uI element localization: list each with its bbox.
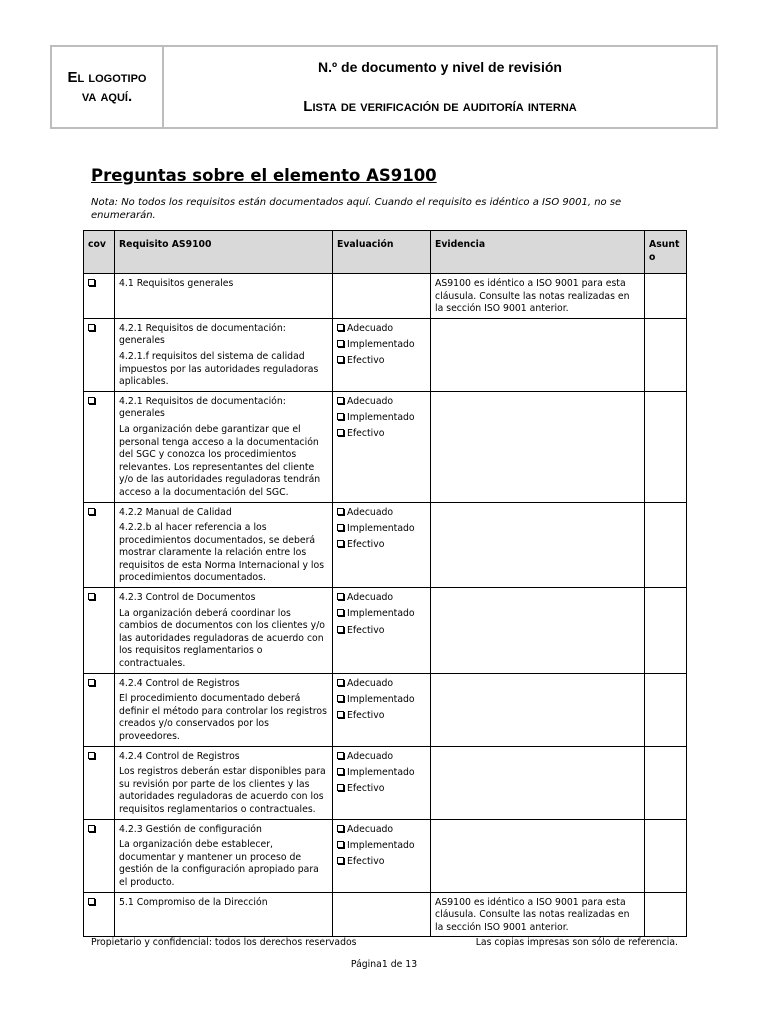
footer-confidential: Propietario y confidencial: todos los derechos reservados [91, 937, 357, 948]
evaluation-cell [333, 391, 431, 502]
evaluation-option[interactable] [337, 608, 426, 624]
cov-checkbox[interactable] [88, 324, 95, 331]
cov-cell [84, 819, 115, 892]
evaluation-option-label: Adecuado [347, 322, 394, 334]
evaluation-checkbox[interactable] [337, 784, 344, 791]
table-row [84, 892, 687, 937]
evaluation-option-label: Efectivo [347, 624, 385, 636]
evaluation-option[interactable] [337, 355, 426, 371]
evaluation-option-label: Efectivo [347, 856, 385, 868]
issue-cell[interactable] [645, 673, 687, 746]
requirement-clause: 5.1 Compromiso de la Dirección [119, 896, 268, 908]
requirement-text: Los registros deberán estar disponibles para su revisión por parte de los clientes y las autoridades reguladoras de acuerdo con los requisitos reglamentarios o contractuales. [119, 766, 326, 815]
requirement-cell [115, 819, 333, 892]
evaluation-option-label: Efectivo [347, 428, 385, 440]
requirement-cell [115, 502, 333, 588]
evaluation-option-label: Efectivo [347, 783, 385, 795]
evaluation-checkbox[interactable] [337, 324, 344, 331]
requirement-clause: 4.2.4 Control de Registros [119, 750, 240, 762]
requirement-cell [115, 318, 333, 391]
cov-checkbox[interactable] [88, 898, 95, 905]
evaluation-option[interactable] [337, 824, 426, 840]
cov-cell [84, 502, 115, 588]
evidence-cell[interactable] [431, 819, 645, 892]
evaluation-checkbox[interactable] [337, 413, 344, 420]
evaluation-checkbox[interactable] [337, 711, 344, 718]
evaluation-checkbox[interactable] [337, 752, 344, 759]
evaluation-checkbox[interactable] [337, 679, 344, 686]
evidence-cell[interactable]: AS9100 es idéntico a ISO 9001 para esta cláusula. Consulte las notas realizadas en la sección ISO 9001 anterior. [431, 892, 645, 937]
header-title-cell [164, 47, 716, 127]
evaluation-cell [333, 502, 431, 588]
evaluation-option[interactable] [337, 678, 426, 694]
evaluation-option-label: Efectivo [347, 539, 385, 551]
requirement-text: La organización deberá coordinar los cambios de documentos con los clientes y/o las autoridades reguladoras de acuerdo con los requisitos reglamentarios o contractuales. [119, 607, 325, 670]
evaluation-option[interactable] [337, 751, 426, 767]
cov-checkbox[interactable] [88, 679, 95, 686]
evaluation-cell [333, 819, 431, 892]
requirement-clause: 4.2.3 Gestión de configuración [119, 823, 262, 835]
evaluation-cell [333, 318, 431, 391]
evidence-cell[interactable] [431, 502, 645, 588]
cov-checkbox[interactable] [88, 279, 95, 286]
issue-cell[interactable] [645, 502, 687, 588]
cov-checkbox[interactable] [88, 752, 95, 759]
issue-cell[interactable] [645, 892, 687, 937]
requirement-clause: 4.2.1 Requisitos de documentación: generales [119, 322, 286, 347]
issue-cell[interactable] [645, 588, 687, 674]
table-row [84, 391, 687, 502]
requirement-text: La organización debe garantizar que el personal tenga acceso a la documentación del SGC y conozca los procedimientos relevantes. Los representantes del cliente y/o de las autoridades reguladoras tendrán acceso a la documentación del SGC. [119, 423, 321, 498]
evaluation-option[interactable] [337, 412, 426, 428]
evaluation-checkbox[interactable] [337, 356, 344, 363]
evaluation-cell [333, 746, 431, 819]
evidence-cell[interactable] [431, 391, 645, 502]
section-note: Nota: No todos los requisitos están documentados aquí. Cuando el requisito es idéntico a ISO 9001, no se enumerarán. [91, 197, 622, 221]
evaluation-option-label: Adecuado [347, 592, 394, 604]
requirement-clause: 4.2.4 Control de Registros [119, 677, 240, 689]
logo-line-1: El logotipo [67, 69, 147, 86]
evaluation-option[interactable] [337, 539, 426, 555]
col-header-cov: cov [84, 231, 115, 274]
requirement-clause: 4.2.2 Manual de Calidad [119, 506, 232, 518]
evaluation-checkbox[interactable] [337, 841, 344, 848]
evaluation-option[interactable] [337, 396, 426, 412]
audit-checklist-table [83, 230, 687, 937]
issue-cell[interactable] [645, 746, 687, 819]
document-header [50, 45, 718, 129]
col-header-issue: Asunto [645, 231, 687, 274]
evaluation-checkbox[interactable] [337, 524, 344, 531]
requirement-cell [115, 746, 333, 819]
evaluation-checkbox[interactable] [337, 593, 344, 600]
table-row [84, 318, 687, 391]
evaluation-option[interactable] [337, 507, 426, 523]
evaluation-option[interactable] [337, 592, 426, 608]
requirement-cell [115, 673, 333, 746]
table-row [84, 746, 687, 819]
evaluation-option-label: Implementado [347, 339, 415, 351]
evaluation-option[interactable] [337, 694, 426, 710]
evidence-cell[interactable] [431, 318, 645, 391]
cov-cell [84, 588, 115, 674]
cov-checkbox[interactable] [88, 593, 95, 600]
logo-placeholder [52, 47, 164, 127]
section-title: Preguntas sobre el elemento AS9100 [91, 166, 437, 185]
requirement-cell [115, 588, 333, 674]
evaluation-checkbox[interactable] [337, 340, 344, 347]
issue-cell[interactable] [645, 391, 687, 502]
evaluation-checkbox[interactable] [337, 508, 344, 515]
evaluation-checkbox[interactable] [337, 768, 344, 775]
table-row [84, 274, 687, 319]
requirement-text: El procedimiento documentado deberá definir el método para controlar los registros creados y/o conservados por los proveedores. [119, 693, 327, 742]
evaluation-checkbox[interactable] [337, 695, 344, 702]
page-number: Página1 de 13 [350, 959, 418, 970]
evaluation-option[interactable] [337, 840, 426, 856]
evaluation-option-label: Implementado [347, 522, 415, 534]
evaluation-option[interactable] [337, 323, 426, 339]
evaluation-option-label: Implementado [347, 693, 415, 705]
requirement-cell [115, 892, 333, 937]
cov-cell [84, 673, 115, 746]
table-row [84, 673, 687, 746]
evaluation-option[interactable] [337, 856, 426, 872]
evaluation-option[interactable] [337, 625, 426, 641]
evidence-cell[interactable]: AS9100 es idéntico a ISO 9001 para esta cláusula. Consulte las notas realizadas en la sección ISO 9001 anterior. [431, 274, 645, 319]
document-number-label: N.º de documento y nivel de revisión [318, 59, 562, 75]
evidence-cell[interactable] [431, 588, 645, 674]
evaluation-cell [333, 892, 431, 937]
col-header-evidence: Evidencia [431, 231, 645, 274]
issue-cell[interactable] [645, 819, 687, 892]
evaluation-checkbox[interactable] [337, 397, 344, 404]
evaluation-option[interactable] [337, 710, 426, 726]
evaluation-option-label: Efectivo [347, 355, 385, 367]
evaluation-option-label: Adecuado [347, 750, 394, 762]
table-row [84, 502, 687, 588]
evaluation-checkbox[interactable] [337, 825, 344, 832]
evaluation-checkbox[interactable] [337, 626, 344, 633]
cov-cell [84, 274, 115, 319]
evaluation-checkbox[interactable] [337, 609, 344, 616]
evaluation-option[interactable] [337, 428, 426, 444]
evaluation-option-label: Implementado [347, 412, 415, 424]
requirement-clause: 4.2.3 Control de Documentos [119, 592, 256, 604]
requirement-clause: 4.2.1 Requisitos de documentación: generales [119, 395, 286, 420]
evaluation-option-label: Efectivo [347, 710, 385, 722]
requirement-text: 4.2.1.f requisitos del sistema de calidad impuestos por las autoridades reguladoras aplicables. [119, 350, 319, 388]
evaluation-option[interactable] [337, 783, 426, 799]
evaluation-cell [333, 673, 431, 746]
evidence-cell[interactable] [431, 673, 645, 746]
table-row [84, 588, 687, 674]
table-row [84, 819, 687, 892]
cov-cell [84, 391, 115, 502]
document-title: Lista de verificación de auditoría interna [303, 98, 577, 115]
evaluation-option-label: Implementado [347, 608, 415, 620]
cov-cell [84, 318, 115, 391]
evaluation-option-label: Adecuado [347, 823, 394, 835]
evaluation-cell [333, 274, 431, 319]
col-header-requirement: Requisito AS9100 [115, 231, 333, 274]
requirement-text: La organización debe establecer, documentar y mantener un proceso de gestión de la configuración apropiado para el producto. [119, 839, 319, 888]
issue-cell[interactable] [645, 274, 687, 319]
cov-cell [84, 892, 115, 937]
requirement-text: 4.2.2.b al hacer referencia a los procedimientos documentados, se deberá mostrar claramente la relación entre los requisitos de esta Norma Internacional y los procedimientos documentados. [119, 522, 325, 584]
evaluation-option[interactable] [337, 523, 426, 539]
requirement-clause: 4.1 Requisitos generales [119, 278, 234, 289]
evaluation-option-label: Adecuado [347, 395, 394, 407]
cov-checkbox[interactable] [88, 508, 95, 515]
cov-checkbox[interactable] [88, 397, 95, 404]
evaluation-cell [333, 588, 431, 674]
logo-line-2: va aquí. [81, 88, 133, 105]
evaluation-checkbox[interactable] [337, 429, 344, 436]
col-header-evaluation: Evaluación [333, 231, 431, 274]
evaluation-option-label: Adecuado [347, 677, 394, 689]
evidence-cell[interactable] [431, 746, 645, 819]
evaluation-option-label: Adecuado [347, 506, 394, 518]
requirement-cell [115, 391, 333, 502]
evaluation-option[interactable] [337, 339, 426, 355]
evaluation-option[interactable] [337, 767, 426, 783]
requirement-cell [115, 274, 333, 319]
cov-checkbox[interactable] [88, 825, 95, 832]
evaluation-option-label: Implementado [347, 839, 415, 851]
evaluation-checkbox[interactable] [337, 857, 344, 864]
table-header-row [84, 231, 687, 274]
issue-cell[interactable] [645, 318, 687, 391]
evaluation-checkbox[interactable] [337, 540, 344, 547]
cov-cell [84, 746, 115, 819]
evaluation-option-label: Implementado [347, 766, 415, 778]
footer-copies-note: Las copias impresas son sólo de referencia. [475, 937, 678, 948]
